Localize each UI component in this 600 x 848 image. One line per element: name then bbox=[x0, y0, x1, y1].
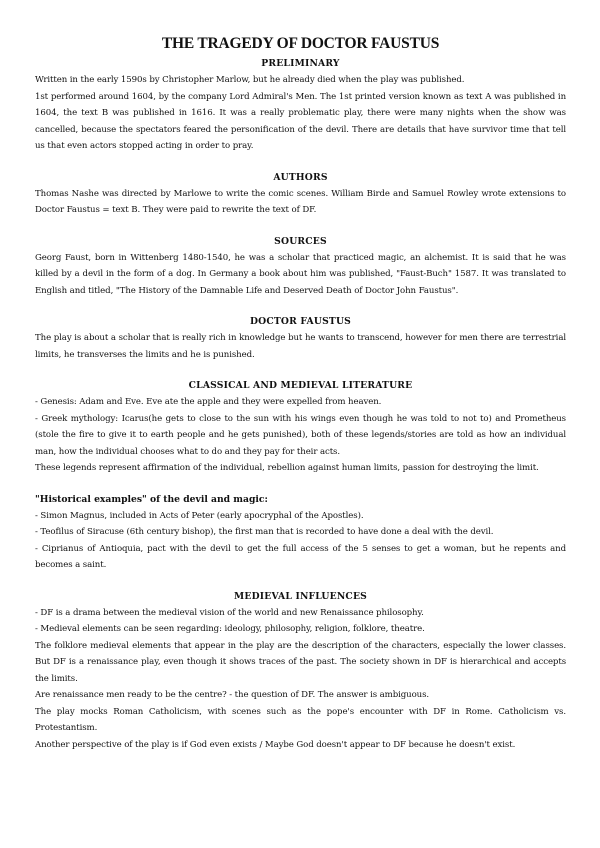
section-doctor-faustus bbox=[35, 314, 566, 363]
paragraph: - Ciprianus of Antioquia, pact with the devil to get the full access of the 5 senses to get a woman, but he repents and becomes a saint. bbox=[35, 543, 566, 570]
paragraph: - Greek mythology: Icarus(he gets to close to the sun with his wings even though he was told to not to) and Prometheus (stole the fire to give it to earth people and he gets punished), both of these legends/stories are told as how an individual man, how the individual chooses what to do and they pay for their acts. bbox=[35, 413, 566, 457]
subsection-heading: "Historical examples" of the devil and magic: bbox=[35, 493, 268, 505]
paragraph: - Genesis: Adam and Eve. Eve ate the apple and they were expelled from heaven. bbox=[35, 397, 382, 407]
paragraph: The play mocks Roman Catholicism, with scenes such as the pope's encounter with DF in Rome. Catholicism vs. Protestantism. bbox=[35, 706, 566, 733]
paragraph: - Simon Magnus, included in Acts of Peter (early apocryphal of the Apostles). bbox=[35, 510, 364, 521]
paragraph: Thomas Nashe was directed by Marlowe to write the comic scenes. William Birde and Samuel Rowley wrote extensions to Doctor Faustus = text B. They were paid to rewrite the text of DF. bbox=[35, 188, 566, 215]
section-preliminary bbox=[35, 56, 566, 155]
section-medieval-influences bbox=[35, 589, 566, 754]
paragraph: - Teofilus of Siracuse (6th century bishop), the first man that is recorded to have done a deal with the devil. bbox=[35, 527, 494, 537]
section-heading: SOURCES bbox=[274, 235, 327, 247]
section-heading: MEDIEVAL INFLUENCES bbox=[234, 590, 367, 602]
section-classical-medieval-literature bbox=[35, 378, 566, 477]
paragraph: Another perspective of the play is if God even exists / Maybe God doesn't appear to DF because he doesn't exist. bbox=[35, 739, 516, 750]
section-historical-examples bbox=[35, 492, 566, 574]
paragraph: - DF is a drama between the medieval vision of the world and new Renaissance philosophy. bbox=[35, 607, 424, 618]
paragraph: 1st performed around 1604, by the company Lord Admiral's Men. The 1st printed version known as text A was published in 1604, the text B was published in 1616. It was a really problematic play, there were many nights when the show was cancelled, because the spectators feared the personification of the devil. There are details that have survivor time that tell us that even actors stopped acting in order to pray. bbox=[35, 91, 566, 151]
section-heading: AUTHORS bbox=[273, 171, 328, 183]
section-heading: CLASSICAL AND MEDIEVAL LITERATURE bbox=[188, 380, 413, 391]
paragraph: The folklore medieval elements that appear in the play are the description of the characters, especially the lower classes. But DF is a renaissance play, even though it shows traces of the past. The society shown in DF is hierarchical and accepts the limits. bbox=[35, 640, 566, 684]
paragraph: These legends represent affirmation of the individual, rebellion against human limits, passion for destroying the limit. bbox=[35, 463, 539, 473]
paragraph: Are renaissance men ready to be the centre? - the question of DF. The answer is ambiguous. bbox=[35, 690, 430, 700]
section-authors bbox=[35, 170, 566, 219]
paragraph: The play is about a scholar that is really rich in knowledge but he wants to transcend, however for men there are terrestrial limits, he transverses the limits and he is punished. bbox=[35, 333, 566, 360]
paragraph: - Medieval elements can be seen regarding: ideology, philosophy, religion, folklore, theatre. bbox=[35, 624, 425, 634]
section-sources bbox=[35, 234, 566, 300]
section-heading: PRELIMINARY bbox=[261, 58, 340, 69]
paragraph: Georg Faust, born in Wittenberg 1480-1540, he was a scholar that practiced magic, an alchemist. It is said that he was killed by a devil in the form of a dog. In Germany a book about him was published, "Faust-Buch" 1587. It was translated to English and titled, "The History of the Damnable Life and Deserved Death of Doctor John Faustus". bbox=[35, 252, 566, 296]
document-title: THE TRAGEDY OF DOCTOR FAUSTUS bbox=[161, 35, 440, 52]
section-heading: DOCTOR FAUSTUS bbox=[250, 316, 351, 327]
paragraph: Written in the early 1590s by Christopher Marlow, but he already died when the play was published. bbox=[35, 75, 465, 85]
